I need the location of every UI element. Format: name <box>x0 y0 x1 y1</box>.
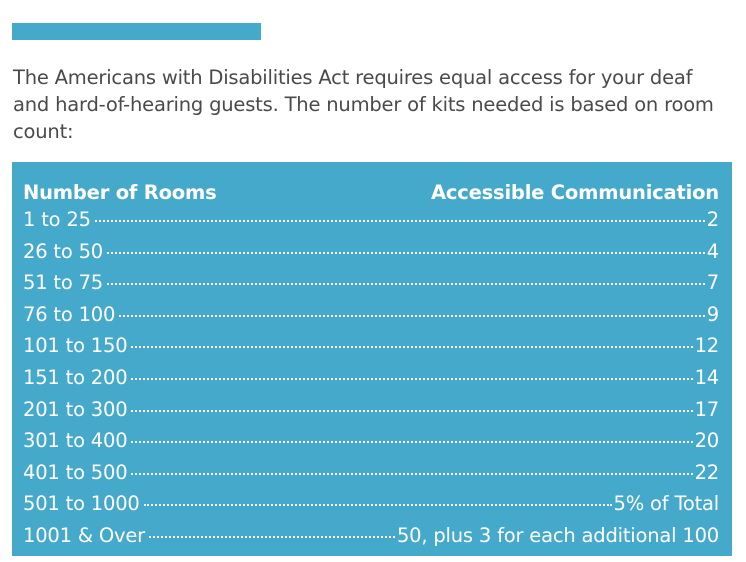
table-row <box>23 271 719 303</box>
table-row <box>23 429 719 461</box>
header-number-of-rooms: Number of Rooms <box>23 180 217 204</box>
row-value: 4 <box>706 239 719 263</box>
row-rooms: 76 to 100 <box>23 302 116 326</box>
row-rooms: 1001 & Over <box>23 523 145 547</box>
dot-leader <box>131 473 692 475</box>
dot-leader <box>107 283 705 285</box>
kits-table <box>12 162 732 556</box>
row-rooms: 151 to 200 <box>23 365 128 389</box>
row-value: 9 <box>706 302 719 326</box>
row-rooms: 1 to 25 <box>23 208 91 231</box>
intro-paragraph: The Americans with Disabilities Act requires equal access for your deaf and hard-of-hearing guests. The number of kits needed is based on room count: <box>13 66 714 143</box>
row-rooms: 401 to 500 <box>23 460 128 484</box>
row-value: 20 <box>694 429 719 453</box>
dot-leader <box>131 410 692 412</box>
table-row <box>23 398 719 430</box>
dot-leader <box>131 378 692 380</box>
table-row <box>23 524 719 556</box>
row-value: 17 <box>694 397 719 421</box>
row-value: 5% of Total <box>613 492 719 516</box>
table-row <box>23 334 719 366</box>
top-accent-bar <box>12 23 261 40</box>
row-value: 7 <box>706 271 719 295</box>
table-row <box>23 240 719 272</box>
row-rooms: 201 to 300 <box>23 397 128 421</box>
table-row <box>23 492 719 524</box>
table-row <box>23 366 719 398</box>
row-rooms: 501 to 1000 <box>23 492 140 516</box>
dot-leader <box>131 346 692 348</box>
dot-leader <box>119 315 705 317</box>
dot-leader <box>95 220 705 222</box>
table-rows <box>23 208 719 556</box>
table-row <box>23 303 719 335</box>
row-value: 14 <box>694 365 719 389</box>
row-rooms: 26 to 50 <box>23 239 103 263</box>
row-value: 12 <box>694 334 719 358</box>
table-row <box>23 208 719 240</box>
row-rooms: 101 to 150 <box>23 334 128 358</box>
dot-leader <box>149 536 395 538</box>
row-value: 2 <box>706 208 719 231</box>
row-rooms: 301 to 400 <box>23 429 128 453</box>
table-header <box>23 179 719 205</box>
table-row <box>23 461 719 493</box>
header-accessible-communication: Accessible Communication <box>431 180 719 204</box>
row-value: 50, plus 3 for each additional 100 <box>396 523 719 547</box>
dot-leader <box>131 441 692 443</box>
row-value: 22 <box>694 460 719 484</box>
row-rooms: 51 to 75 <box>23 271 103 295</box>
dot-leader <box>144 504 612 506</box>
dot-leader <box>107 252 705 254</box>
